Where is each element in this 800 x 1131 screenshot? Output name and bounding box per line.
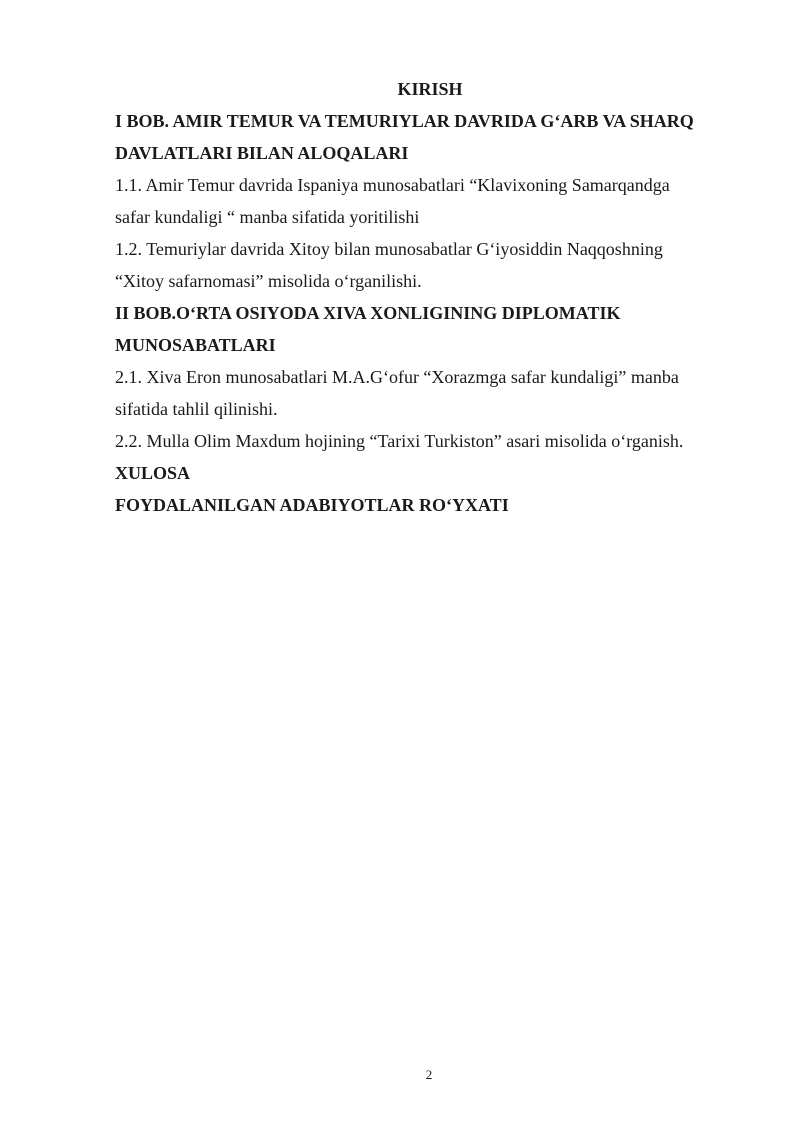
toc-bibliography: FOYDALANILGAN ADABIYOTLAR RO‘YXATI	[115, 495, 509, 515]
toc-chapter2-title-line2: MUNOSABATLARI	[115, 335, 276, 355]
toc-section-1-2-line1: 1.2. Temuriylar davrida Xitoy bilan munosabatlar G‘iyosiddin Naqqoshning	[115, 239, 663, 259]
toc-intro: KIRISH	[397, 79, 463, 99]
toc-section-2-1-line2: sifatida tahlil qilinishi.	[115, 399, 278, 419]
page-number: 2	[425, 1067, 433, 1082]
toc-chapter1-title-line1: I BOB. AMIR TEMUR VA TEMURIYLAR DAVRIDA G‘ARB VA SHARQ	[115, 111, 694, 131]
toc-section-2-1-line1: 2.1. Xiva Eron munosabatlari M.A.G‘ofur “Xorazmga safar kundaligi” manba	[115, 367, 679, 387]
toc-chapter2-title-line1: II BOB.O‘RTA OSIYODA XIVA XONLIGINING DIPLOMATIK	[115, 303, 621, 323]
toc-section-1-2-line2: “Xitoy safarnomasi” misolida o‘rganilishi.	[115, 271, 422, 291]
toc-section-2-2-line1: 2.2. Mulla Olim Maxdum hojining “Tarixi Turkiston” asari misolida o‘rganish.	[115, 431, 684, 451]
toc-conclusion: XULOSA	[115, 463, 191, 483]
toc-section-1-1-line2: safar kundaligi “ manba sifatida yoritilishi	[115, 207, 420, 227]
toc-chapter1-title-line2: DAVLATLARI BILAN ALOQALARI	[115, 143, 409, 163]
table-of-contents	[115, 73, 735, 521]
toc-section-1-1-line1: 1.1. Amir Temur davrida Ispaniya munosabatlari “Klavixoning Samarqandga	[115, 175, 670, 195]
